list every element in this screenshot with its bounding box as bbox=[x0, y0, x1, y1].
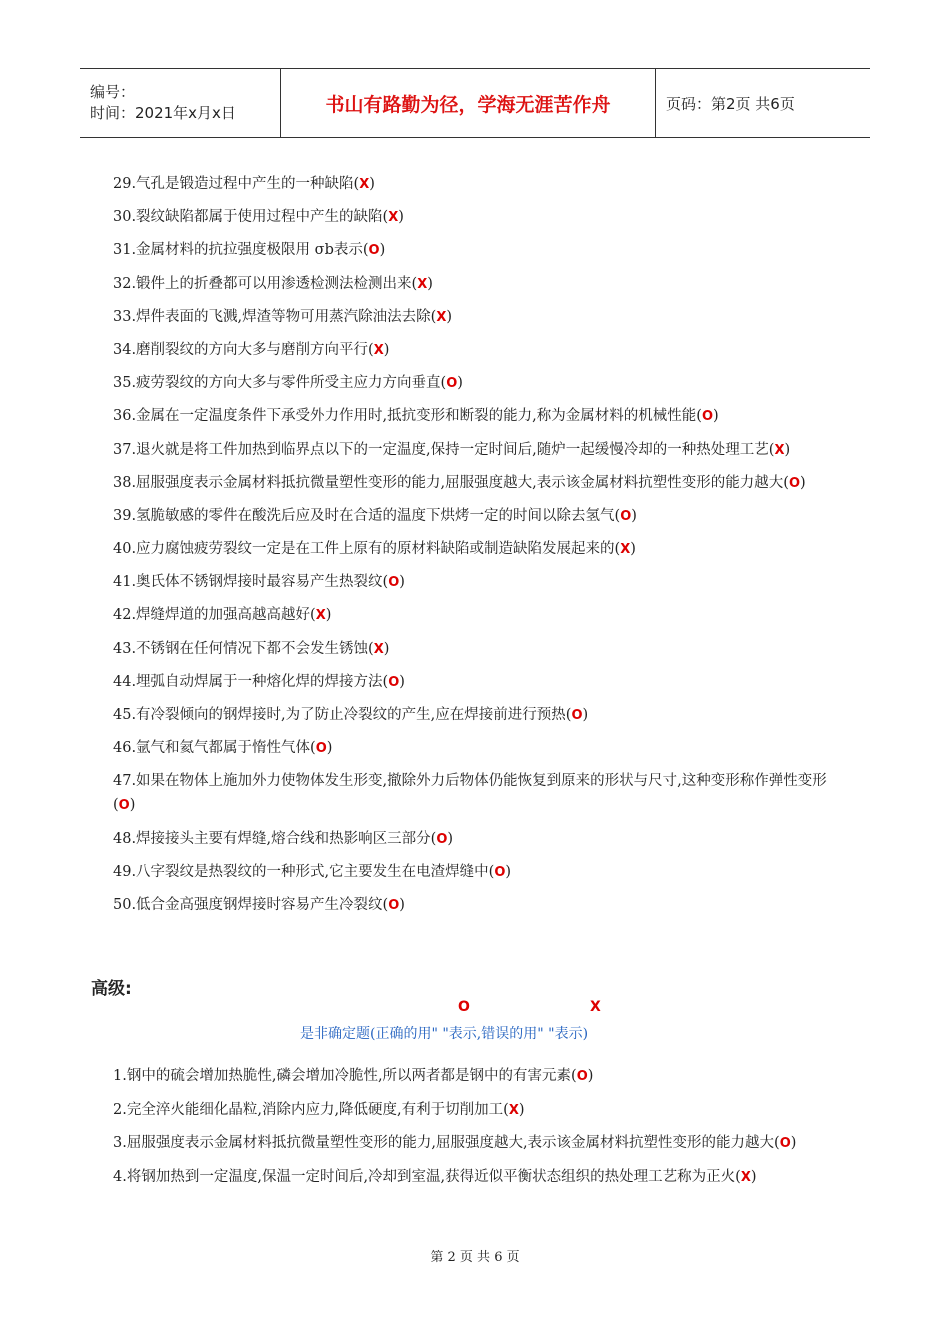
answer-mark: X bbox=[315, 608, 326, 624]
question-text: 42.焊缝焊道的加强高越高越好( bbox=[113, 607, 316, 624]
question-item bbox=[113, 769, 833, 818]
question-item bbox=[113, 438, 833, 463]
question-item bbox=[113, 860, 833, 885]
question-text: 43.不锈钢在任何情况下都不会发生锈蚀( bbox=[113, 640, 374, 657]
closing-paren: ) bbox=[379, 242, 386, 259]
question-item bbox=[113, 272, 833, 297]
closing-paren: ) bbox=[518, 1101, 525, 1118]
question-item bbox=[113, 1064, 833, 1089]
question-item bbox=[113, 404, 833, 429]
closing-paren: ) bbox=[427, 275, 433, 292]
answer-mark: X bbox=[436, 309, 447, 325]
closing-paren: ) bbox=[800, 474, 806, 491]
answer-mark: O bbox=[620, 508, 632, 524]
answer-mark: X bbox=[508, 1102, 519, 1118]
closing-paren: ) bbox=[383, 640, 390, 657]
closing-paren: ) bbox=[631, 507, 637, 524]
question-item bbox=[113, 238, 833, 263]
header-meta bbox=[80, 69, 281, 137]
question-list bbox=[113, 172, 833, 926]
question-item bbox=[113, 537, 833, 562]
answer-mark: O bbox=[436, 831, 448, 847]
answer-mark: X bbox=[373, 342, 384, 358]
header-page-info bbox=[656, 69, 870, 137]
question-item bbox=[113, 371, 833, 396]
question-item bbox=[113, 1165, 833, 1190]
closing-paren: ) bbox=[457, 375, 463, 392]
question-text: 35.疲劳裂纹的方向大多与零件所受主应力方向垂直( bbox=[113, 375, 447, 392]
question-text: 36.金属在一定温度条件下承受外力作用时,抵抗变形和断裂的能力,称为金属材料的机械性能( bbox=[113, 408, 702, 425]
closing-paren: ) bbox=[505, 863, 512, 880]
question-text: 32.锻件上的折叠都可以用渗透检测法检测出来( bbox=[113, 275, 418, 292]
question-item bbox=[113, 893, 833, 918]
legend-correct-mark: O bbox=[458, 999, 470, 1015]
legend-wrong-mark: X bbox=[590, 999, 601, 1015]
answer-mark: O bbox=[779, 1136, 791, 1151]
answer-mark: O bbox=[571, 708, 583, 723]
closing-paren: ) bbox=[630, 541, 636, 558]
answer-mark: O bbox=[368, 243, 380, 259]
page-info-text: 页码：第2页 共6页 bbox=[666, 94, 795, 113]
question-text: 1.钢中的硫会增加热脆性,磷会增加冷脆性,所以两者都是钢中的有害元素( bbox=[113, 1068, 577, 1084]
question-item bbox=[113, 570, 833, 595]
question-item bbox=[113, 827, 833, 852]
closing-paren: ) bbox=[398, 209, 404, 226]
question-item bbox=[113, 338, 833, 363]
question-text: 40.应力腐蚀疲劳裂纹一定是在工件上原有的原材料缺陷或制造缺陷发展起来的( bbox=[113, 541, 621, 558]
question-text: 45.有冷裂倾向的钢焊接时,为了防止冷裂纹的产生,应在焊接前进行预热( bbox=[113, 707, 572, 723]
question-text: 44.埋弧自动焊属于一种熔化焊的焊接方法( bbox=[113, 673, 389, 690]
answer-mark: O bbox=[576, 1069, 588, 1084]
question-text: 46.氩气和氦气都属于惰性气体( bbox=[113, 740, 316, 757]
closing-paren: ) bbox=[399, 673, 405, 690]
closing-paren: ) bbox=[399, 896, 405, 913]
answer-mark: O bbox=[494, 864, 506, 880]
advanced-question-list bbox=[113, 1064, 833, 1198]
section-title-advanced: 高级: bbox=[91, 979, 132, 999]
date-line: 时间：2021年x月x日 bbox=[90, 104, 236, 122]
question-item bbox=[113, 670, 833, 695]
question-item bbox=[113, 305, 833, 330]
closing-paren: ) bbox=[790, 1135, 797, 1151]
answer-mark: O bbox=[118, 798, 130, 814]
question-text: 41.奥氏体不锈钢焊接时最容易产生热裂纹( bbox=[113, 574, 389, 591]
page-footer: 第 2 页 共 6 页 bbox=[430, 1250, 520, 1265]
closing-paren: ) bbox=[713, 408, 719, 425]
question-text: 50.低合金高强度钢焊接时容易产生冷裂纹( bbox=[113, 896, 389, 913]
answer-mark: O bbox=[446, 376, 458, 392]
question-item bbox=[113, 603, 833, 628]
question-text: 2.完全淬火能细化晶粒,消除内应力,降低硬度,有利于切削加工( bbox=[113, 1101, 509, 1118]
answer-mark: O bbox=[388, 575, 400, 591]
answer-mark: X bbox=[740, 1169, 751, 1185]
answer-mark: O bbox=[388, 674, 400, 690]
closing-paren: ) bbox=[784, 441, 791, 458]
question-text: 4.将钢加热到一定温度,保温一定时间后,冷却到室温,获得近似平衡状态组织的热处理工艺称为正火( bbox=[113, 1168, 741, 1185]
code-label: 编号： bbox=[90, 83, 136, 101]
question-item bbox=[113, 736, 833, 761]
closing-paren: ) bbox=[582, 707, 589, 723]
question-item bbox=[113, 205, 833, 230]
closing-paren: ) bbox=[587, 1068, 594, 1084]
header-motto bbox=[281, 69, 656, 137]
question-item bbox=[113, 172, 833, 197]
question-text: 39.氢脆敏感的零件在酸洗后应及时在合适的温度下烘烤一定的时间以除去氢气( bbox=[113, 507, 621, 524]
answer-mark: O bbox=[788, 475, 800, 491]
question-item bbox=[113, 703, 833, 728]
answer-mark: X bbox=[417, 276, 428, 292]
question-text: 47.如果在物体上施加外力使物体发生形变,撤除外力后物体仍能恢复到原来的形状与尺寸,这种变形称作弹性变形( bbox=[113, 773, 827, 814]
closing-paren: ) bbox=[129, 797, 136, 814]
closing-paren: ) bbox=[446, 308, 453, 325]
question-item bbox=[113, 504, 833, 529]
closing-paren: ) bbox=[325, 607, 332, 624]
answer-mark: O bbox=[701, 409, 713, 425]
question-text: 49.八字裂纹是热裂纹的一种形式,它主要发生在电渣焊缝中( bbox=[113, 863, 495, 880]
answer-mark: X bbox=[774, 442, 785, 458]
closing-paren: ) bbox=[369, 176, 375, 192]
question-text: 38.屈服强度表示金属材料抵抗微量塑性变形的能力,屈服强度越大,表示该金属材料抗塑性变形的能力越大( bbox=[113, 474, 789, 491]
closing-paren: ) bbox=[399, 574, 405, 591]
page-header bbox=[80, 68, 870, 138]
question-text: 29.气孔是锻造过程中产生的一种缺陷( bbox=[113, 176, 360, 192]
question-text: 30.裂纹缺陷都属于使用过程中产生的缺陷( bbox=[113, 209, 389, 226]
question-text: 48.焊接接头主要有焊缝,熔合线和热影响区三部分( bbox=[113, 830, 437, 847]
closing-paren: ) bbox=[750, 1168, 757, 1185]
closing-paren: ) bbox=[383, 341, 390, 358]
answer-mark: O bbox=[388, 897, 400, 913]
question-item bbox=[113, 637, 833, 662]
question-item bbox=[113, 1098, 833, 1123]
question-item bbox=[113, 471, 833, 496]
closing-paren: ) bbox=[326, 740, 333, 757]
answer-mark: X bbox=[359, 177, 370, 192]
answer-mark: X bbox=[620, 542, 631, 558]
question-text: 31.金属材料的抗拉强度极限用 σb表示( bbox=[113, 242, 369, 259]
answer-mark: O bbox=[315, 741, 327, 757]
motto-text: 书山有路勤为径，学海无涯苦作舟 bbox=[325, 93, 611, 116]
question-text: 33.焊件表面的飞溅,焊渣等物可用蒸汽除油法去除( bbox=[113, 308, 437, 325]
question-text: 34.磨削裂纹的方向大多与磨削方向平行( bbox=[113, 341, 374, 358]
closing-paren: ) bbox=[447, 830, 454, 847]
question-item bbox=[113, 1131, 833, 1156]
answer-legend: 是非确定题(正确的用" "表示,错误的用" "表示) bbox=[300, 1026, 589, 1042]
answer-mark: X bbox=[373, 641, 384, 657]
question-text: 3.屈服强度表示金属材料抵抗微量塑性变形的能力,屈服强度越大,表示该金属材料抗塑性变形的能力越大( bbox=[113, 1135, 780, 1151]
question-text: 37.退火就是将工件加热到临界点以下的一定温度,保持一定时间后,随炉一起缓慢冷却的一种热处理工艺( bbox=[113, 441, 775, 458]
answer-mark: X bbox=[388, 210, 399, 226]
